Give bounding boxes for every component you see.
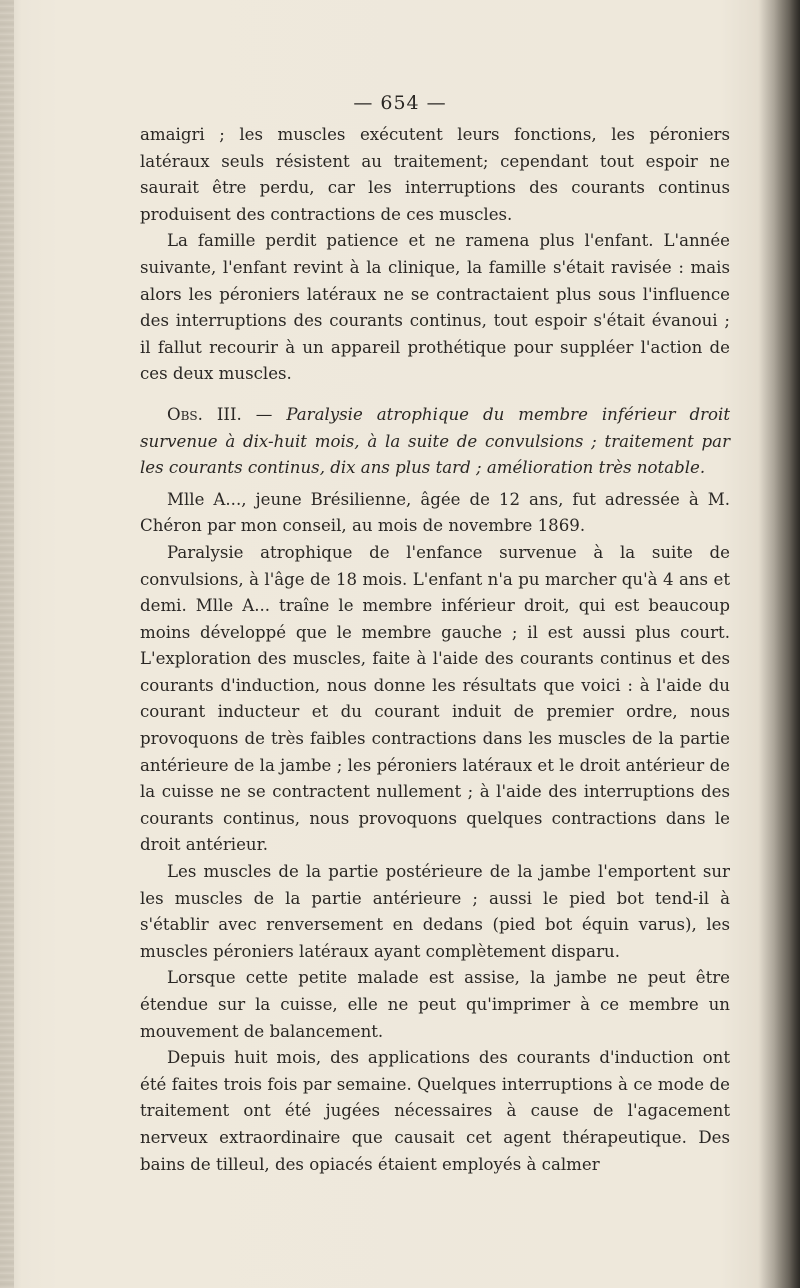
paragraph-paralysis: Paralysie atrophique de l'enfance survenue à la suite de convulsions, à l'âge de 18 mois. L'enfant n'a pu marcher qu'à 4 ans et demi. Mlle A... traîne le membre inférieur droit, qui est beaucoup moins développé que le membre gauche ; il est aussi plus court. L'exploration des muscles, faite à l'aide des courants continus et des courants d'induction, nous donne les résultats que voici : à l'aide du courant inducteur et du courant induit de premier ordre, nous provoquons de très faibles contractions dans les muscles de la partie antérieure de la jambe ; les péroniers latéraux et le droit antérieur de la cuisse ne se contractent nullement ; à l'aide des interruptions des courants continus, nous provoquons quelques contractions dans le droit antérieur.: [140, 542, 730, 855]
left-binding-edge: [0, 0, 14, 1288]
paragraph-patient: Mlle A..., jeune Brésilienne, âgée de 12 ans, fut adressée à M. Chéron par mon conseil, au mois de novembre 1869.: [140, 489, 730, 536]
paragraph-family: La famille perdit patience et ne ramena plus l'enfant. L'année suivante, l'enfant revint à la clinique, la famille s'était ravisée : mais alors les péroniers latéraux ne se contractaient plus sous l'influence des interruptions des courants continus, tout espoir s'était évanoui ; il fallut recourir à un appareil prothétique pour suppléer l'action de ces deux muscles.: [140, 231, 730, 384]
text-body: [140, 122, 730, 1178]
observation-label: Obs. III. —: [167, 404, 287, 424]
observation-heading: [140, 402, 730, 482]
right-page-edge-shadow: [758, 0, 800, 1288]
page-number: — 654 —: [353, 92, 447, 114]
paragraph-treatment: Depuis huit mois, des applications des courants d'induction ont été faites trois fois par semaine. Quelques interruptions à ce mode de traitement ont été jugées nécessaires à cause de l'agacement nerveux extraordinaire que causait cet agent thérapeutique. Des bains de tilleul, des opiacés étaient employés à calmer: [140, 1048, 730, 1174]
paragraph-posterior-muscles: Les muscles de la partie postérieure de la jambe l'emportent sur les muscles de la partie antérieure ; aussi le pied bot tend-il à s'établir avec renversement en dedans (pied bot équin varus), les muscles péroniers latéraux ayant complètement disparu.: [140, 862, 730, 961]
paragraph-seated: Lorsque cette petite malade est assise, la jambe ne peut être étendue sur la cuisse, elle ne peut qu'imprimer à ce membre un mouvement de balancement.: [140, 968, 730, 1041]
paragraph-continued: amaigri ; les muscles exécutent leurs fonctions, les péroniers latéraux seuls résistent au traitement; cependant tout espoir ne saurait être perdu, car les interruptions des courants continus produisent des contractions de ces muscles.: [140, 125, 730, 224]
observation-title: Paralysie atrophique du membre inférieur droit survenue à dix-huit mois, à la suite de convulsions ; traitement par les courants continus, dix ans plus tard ; amélioration très notable.: [140, 404, 730, 478]
